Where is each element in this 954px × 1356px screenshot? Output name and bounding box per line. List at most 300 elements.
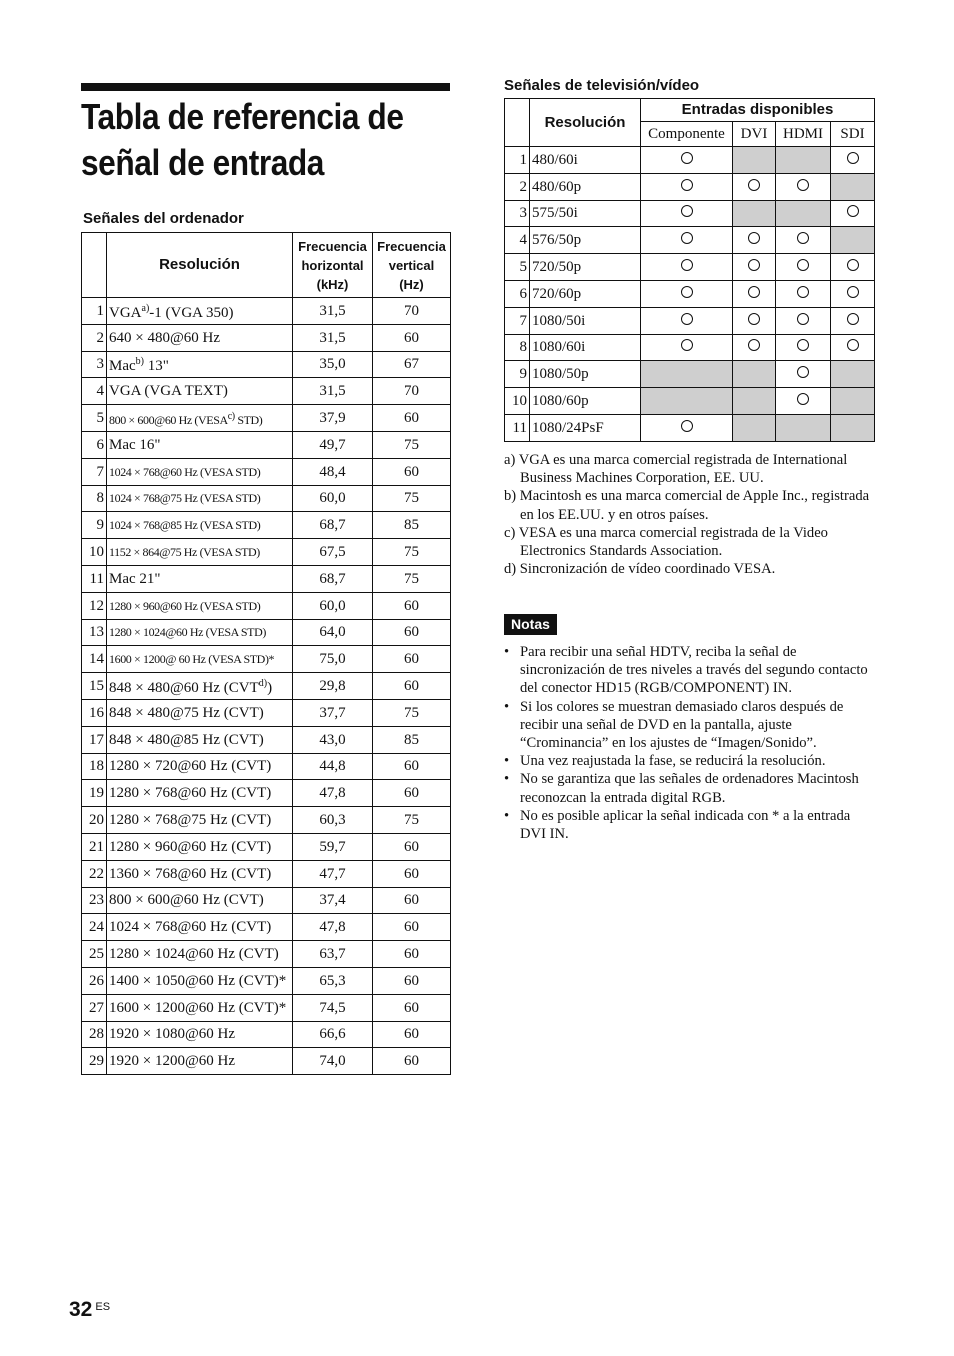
resolution-text: 1360 × 768@60 Hz (CVT) — [109, 865, 272, 882]
resolution-text: 1280 × 768@60 Hz (CVT) — [109, 785, 272, 802]
vfreq-cell: 75 — [373, 485, 451, 512]
row-number: 20 — [82, 807, 107, 834]
resolution-cell — [107, 619, 293, 646]
tv-header-row — [505, 99, 875, 122]
resolution-text: 1024 × 768@60 Hz (CVT) — [109, 919, 272, 936]
row-number: 2 — [505, 173, 530, 200]
footnote-item: b) Macintosh es una marca comercial de Apple Inc., registrada en los EE.UU. y en otros países. — [504, 488, 870, 523]
resolution-cell — [107, 512, 293, 539]
table-row — [505, 200, 875, 227]
resolution-cell: 1080/24PsF — [530, 414, 641, 441]
availability-cell — [733, 200, 776, 227]
resolution-cell — [107, 699, 293, 726]
row-number: 28 — [82, 1021, 107, 1048]
available-circle-icon — [748, 179, 760, 191]
hfreq-cell: 29,8 — [293, 673, 373, 700]
table-row — [82, 485, 451, 512]
resolution-cell — [107, 298, 293, 325]
availability-cell — [776, 414, 831, 441]
available-circle-icon — [797, 286, 809, 298]
availability-cell — [733, 280, 776, 307]
hfreq-cell: 44,8 — [293, 753, 373, 780]
row-number: 3 — [82, 351, 107, 378]
note-item: • Una vez reajustada la fase, se reducirá la resolución. — [504, 752, 874, 770]
availability-cell — [776, 173, 831, 200]
table-row — [82, 887, 451, 914]
resolution-cell: 1080/50i — [530, 307, 641, 334]
row-number: 21 — [82, 833, 107, 860]
availability-cell — [733, 334, 776, 361]
vfreq-cell: 60 — [373, 887, 451, 914]
vfreq-cell: 85 — [373, 726, 451, 753]
availability-cell — [776, 334, 831, 361]
availability-cell — [641, 361, 733, 388]
resolution-text: Mac — [109, 358, 136, 375]
hfreq-cell: 47,7 — [293, 860, 373, 887]
footnote-item: c) VESA es una marca comercial registrada de la Video Electronics Standards Association. — [504, 524, 828, 560]
resolution-text: Mac 16" — [109, 436, 161, 453]
resolution-text-suffix: ) — [267, 680, 273, 697]
availability-cell — [776, 200, 831, 227]
resolution-text: 800 × 600@60 Hz (VESA — [109, 412, 228, 427]
resolution-cell — [107, 324, 293, 351]
resolution-text: VGA (VGA TEXT) — [109, 383, 228, 400]
row-number: 10 — [505, 388, 530, 415]
table-row — [82, 512, 451, 539]
resolution-cell — [107, 565, 293, 592]
vfreq-cell: 60 — [373, 941, 451, 968]
available-circle-icon — [797, 339, 809, 351]
resolution-text-suffix: STD) — [234, 412, 263, 427]
note-item: • Si los colores se muestran demasiado claros después de recibir una señal de DVD en la pantalla, ajuste “Crominancia” en los ajustes de “Imagen/Sonido”. — [504, 698, 874, 753]
tv-signal-table — [504, 98, 875, 442]
available-circle-icon — [797, 313, 809, 325]
resolution-cell — [107, 807, 293, 834]
note-item: • No es posible aplicar la señal indicada con * a la entrada DVI IN. — [504, 807, 874, 843]
table-row — [505, 414, 875, 441]
resolution-text: 1400 × 1050@60 Hz (CVT)* — [109, 972, 287, 989]
available-circle-icon — [847, 339, 859, 351]
pc-header-resolution: Resolución — [107, 233, 293, 298]
notes-list — [504, 643, 874, 843]
availability-cell — [641, 414, 733, 441]
footnote-marker: b) — [135, 356, 144, 368]
hfreq-cell: 60,0 — [293, 485, 373, 512]
row-number: 12 — [82, 592, 107, 619]
row-number: 29 — [82, 1048, 107, 1075]
footnotes — [504, 451, 874, 578]
vfreq-cell: 70 — [373, 298, 451, 325]
row-number: 9 — [505, 361, 530, 388]
row-number: 5 — [505, 254, 530, 281]
note-item: • Para recibir una señal HDTV, reciba la señal de sincronización de tres niveles a través del segundo contacto del conector HD15 (RGB/COMPONENT) IN. — [504, 643, 874, 698]
pc-header-num — [82, 233, 107, 298]
resolution-cell — [107, 592, 293, 619]
row-number: 5 — [82, 405, 107, 432]
hfreq-cell: 37,9 — [293, 405, 373, 432]
available-circle-icon — [681, 152, 693, 164]
resolution-cell: 576/50p — [530, 227, 641, 254]
resolution-text: 800 × 600@60 Hz (CVT) — [109, 892, 264, 909]
resolution-text: 1280 × 768@75 Hz (CVT) — [109, 812, 272, 829]
row-number: 3 — [505, 200, 530, 227]
availability-cell — [641, 307, 733, 334]
resolution-text: 1280 × 1024@60 Hz (CVT) — [109, 946, 279, 963]
resolution-cell — [107, 753, 293, 780]
tv-header-num — [505, 99, 530, 147]
available-circle-icon — [748, 339, 760, 351]
hfreq-cell: 65,3 — [293, 967, 373, 994]
resolution-cell — [107, 967, 293, 994]
row-number: 10 — [82, 539, 107, 566]
vfreq-cell: 60 — [373, 833, 451, 860]
availability-cell — [776, 254, 831, 281]
resolution-cell: 720/50p — [530, 254, 641, 281]
table-row — [82, 994, 451, 1021]
resolution-text: 640 × 480@60 Hz — [109, 329, 221, 346]
resolution-cell — [107, 458, 293, 485]
availability-cell — [641, 334, 733, 361]
tv-col-dvi: DVI — [733, 122, 776, 147]
resolution-text: 1280 × 960@60 Hz (CVT) — [109, 838, 272, 855]
availability-cell — [733, 307, 776, 334]
vfreq-cell: 67 — [373, 351, 451, 378]
vfreq-cell: 60 — [373, 1021, 451, 1048]
table-row — [82, 699, 451, 726]
availability-cell — [831, 200, 875, 227]
row-number: 7 — [505, 307, 530, 334]
resolution-text: 848 × 480@75 Hz (CVT) — [109, 704, 264, 721]
availability-cell — [776, 227, 831, 254]
resolution-text: 1152 × 864@75 Hz (VESA STD) — [109, 545, 260, 560]
availability-cell — [733, 227, 776, 254]
row-number: 14 — [82, 646, 107, 673]
available-circle-icon — [681, 205, 693, 217]
resolution-cell — [107, 1048, 293, 1075]
available-circle-icon — [847, 259, 859, 271]
hfreq-cell: 67,5 — [293, 539, 373, 566]
availability-cell — [641, 280, 733, 307]
resolution-cell — [107, 860, 293, 887]
vfreq-cell: 60 — [373, 592, 451, 619]
hfreq-cell: 37,4 — [293, 887, 373, 914]
table-row — [82, 565, 451, 592]
resolution-cell: 480/60i — [530, 147, 641, 174]
row-number: 18 — [82, 753, 107, 780]
hfreq-cell: 64,0 — [293, 619, 373, 646]
resolution-cell: 1080/60p — [530, 388, 641, 415]
hfreq-cell: 48,4 — [293, 458, 373, 485]
resolution-cell — [107, 431, 293, 458]
row-number: 8 — [505, 334, 530, 361]
row-number: 6 — [82, 431, 107, 458]
resolution-text: 1920 × 1080@60 Hz — [109, 1026, 236, 1043]
hfreq-cell: 68,7 — [293, 512, 373, 539]
resolution-text: 1600 × 1200@60 Hz (CVT)* — [109, 999, 287, 1016]
table-row — [82, 592, 451, 619]
tv-col-componente: Componente — [641, 122, 733, 147]
vfreq-cell: 60 — [373, 619, 451, 646]
row-number: 27 — [82, 994, 107, 1021]
row-number: 26 — [82, 967, 107, 994]
resolution-cell — [107, 673, 293, 700]
available-circle-icon — [681, 179, 693, 191]
resolution-cell: 575/50i — [530, 200, 641, 227]
table-row — [82, 298, 451, 325]
resolution-text: 1024 × 768@60 Hz (VESA STD) — [109, 464, 261, 479]
hfreq-cell: 35,0 — [293, 351, 373, 378]
table-row — [82, 324, 451, 351]
vfreq-cell: 60 — [373, 405, 451, 432]
available-circle-icon — [748, 259, 760, 271]
row-number: 1 — [505, 147, 530, 174]
resolution-text: 1280 × 960@60 Hz (VESA STD) — [109, 598, 261, 613]
hfreq-cell: 47,8 — [293, 780, 373, 807]
hfreq-cell: 60,3 — [293, 807, 373, 834]
hfreq-cell: 49,7 — [293, 431, 373, 458]
hfreq-cell: 37,7 — [293, 699, 373, 726]
resolution-cell — [107, 833, 293, 860]
resolution-cell — [107, 994, 293, 1021]
available-circle-icon — [748, 286, 760, 298]
availability-cell — [641, 254, 733, 281]
hfreq-cell: 31,5 — [293, 324, 373, 351]
hfreq-cell: 74,0 — [293, 1048, 373, 1075]
table-row — [82, 351, 451, 378]
table-row — [82, 726, 451, 753]
row-number: 1 — [82, 298, 107, 325]
vfreq-cell: 75 — [373, 539, 451, 566]
resolution-cell — [107, 378, 293, 405]
hfreq-cell: 31,5 — [293, 298, 373, 325]
row-number: 19 — [82, 780, 107, 807]
resolution-text: 1920 × 1200@60 Hz — [109, 1053, 236, 1070]
hfreq-cell: 60,0 — [293, 592, 373, 619]
resolution-text: 1280 × 1024@60 Hz (VESA STD) — [109, 625, 266, 640]
resolution-cell — [107, 726, 293, 753]
vfreq-cell: 60 — [373, 860, 451, 887]
resolution-text: 848 × 480@60 Hz (CVT — [109, 680, 259, 697]
available-circle-icon — [797, 393, 809, 405]
hfreq-cell: 59,7 — [293, 833, 373, 860]
note-item: • No se garantiza que las señales de ordenadores Macintosh reconozcan la entrada digital RGB. — [504, 770, 874, 806]
hfreq-cell: 74,5 — [293, 994, 373, 1021]
available-circle-icon — [797, 179, 809, 191]
vfreq-cell: 60 — [373, 780, 451, 807]
availability-cell — [831, 254, 875, 281]
resolution-cell — [107, 914, 293, 941]
tv-col-hdmi: HDMI — [776, 122, 831, 147]
availability-cell — [831, 173, 875, 200]
hfreq-cell: 63,7 — [293, 941, 373, 968]
table-row — [82, 941, 451, 968]
table-row — [505, 388, 875, 415]
available-circle-icon — [797, 366, 809, 378]
resolution-cell — [107, 351, 293, 378]
row-number: 11 — [505, 414, 530, 441]
table-row — [82, 967, 451, 994]
available-circle-icon — [847, 313, 859, 325]
row-number: 25 — [82, 941, 107, 968]
hfreq-cell: 68,7 — [293, 565, 373, 592]
table-row — [82, 753, 451, 780]
availability-cell — [831, 334, 875, 361]
tv-header-resolution: Resolución — [530, 99, 641, 147]
resolution-cell: 1080/50p — [530, 361, 641, 388]
resolution-text: 1024 × 768@75 Hz (VESA STD) — [109, 491, 261, 506]
availability-cell — [733, 414, 776, 441]
table-row — [82, 1048, 451, 1075]
table-row — [82, 1021, 451, 1048]
vfreq-cell: 75 — [373, 431, 451, 458]
vfreq-cell: 60 — [373, 458, 451, 485]
hfreq-cell: 31,5 — [293, 378, 373, 405]
row-number: 8 — [82, 485, 107, 512]
available-circle-icon — [681, 420, 693, 432]
resolution-cell — [107, 405, 293, 432]
resolution-text-suffix: -1 (VGA 350) — [149, 304, 234, 321]
row-number: 11 — [82, 565, 107, 592]
footnote-item: d) Sincronización de vídeo coordinado VESA. — [504, 561, 776, 578]
resolution-cell — [107, 941, 293, 968]
resolution-cell — [107, 780, 293, 807]
row-number: 13 — [82, 619, 107, 646]
resolution-cell — [107, 1021, 293, 1048]
availability-cell — [831, 414, 875, 441]
availability-cell — [776, 361, 831, 388]
availability-cell — [641, 200, 733, 227]
table-row — [82, 458, 451, 485]
pc-header-row — [82, 233, 451, 298]
resolution-cell: 480/60p — [530, 173, 641, 200]
table-row — [82, 539, 451, 566]
available-circle-icon — [748, 313, 760, 325]
hfreq-cell: 47,8 — [293, 914, 373, 941]
pc-header-hfreq: Frecuencia horizontal (kHz) — [293, 233, 373, 298]
availability-cell — [831, 227, 875, 254]
table-row — [82, 833, 451, 860]
footnote-marker: d) — [258, 678, 268, 690]
vfreq-cell: 75 — [373, 699, 451, 726]
table-row — [505, 147, 875, 174]
available-circle-icon — [681, 313, 693, 325]
vfreq-cell: 60 — [373, 673, 451, 700]
tv-section-heading: Señales de televisión/vídeo — [504, 77, 700, 94]
row-number: 7 — [82, 458, 107, 485]
table-row — [505, 361, 875, 388]
resolution-text: 1024 × 768@85 Hz (VESA STD) — [109, 518, 261, 533]
table-row — [82, 673, 451, 700]
table-row — [82, 619, 451, 646]
table-row — [82, 378, 451, 405]
availability-cell — [776, 280, 831, 307]
table-row — [82, 646, 451, 673]
vfreq-cell: 60 — [373, 914, 451, 941]
hfreq-cell: 43,0 — [293, 726, 373, 753]
row-number: 23 — [82, 887, 107, 914]
availability-cell — [733, 173, 776, 200]
availability-cell — [776, 388, 831, 415]
pc-header-vfreq: Frecuencia vertical (Hz) — [373, 233, 451, 298]
resolution-cell — [107, 485, 293, 512]
page-number: 32 $^{ES}$ — [69, 1298, 111, 1321]
resolution-cell — [107, 887, 293, 914]
row-number: 4 — [505, 227, 530, 254]
row-number: 9 — [82, 512, 107, 539]
vfreq-cell: 75 — [373, 565, 451, 592]
available-circle-icon — [748, 232, 760, 244]
table-row — [82, 780, 451, 807]
resolution-text: 848 × 480@85 Hz (CVT) — [109, 731, 264, 748]
available-circle-icon — [847, 205, 859, 217]
page-title: Tabla de referencia de señal de entrada — [81, 96, 404, 183]
table-row — [505, 307, 875, 334]
table-row — [505, 254, 875, 281]
availability-cell — [831, 307, 875, 334]
availability-cell — [776, 147, 831, 174]
row-number: 22 — [82, 860, 107, 887]
resolution-text: 1600 × 1200@ 60 Hz (VESA STD)* — [109, 652, 275, 667]
row-number: 16 — [82, 699, 107, 726]
available-circle-icon — [681, 259, 693, 271]
table-row — [82, 914, 451, 941]
available-circle-icon — [681, 339, 693, 351]
available-circle-icon — [847, 152, 859, 164]
tv-col-sdi: SDI — [831, 122, 875, 147]
resolution-cell: 720/60p — [530, 280, 641, 307]
table-row — [82, 431, 451, 458]
available-circle-icon — [681, 232, 693, 244]
footnote-item: a) VGA es una marca comercial registrada de International Business Machines Corporation, EE. UU. — [504, 452, 848, 487]
table-row — [505, 334, 875, 361]
available-circle-icon — [681, 286, 693, 298]
vfreq-cell: 60 — [373, 324, 451, 351]
availability-cell — [641, 388, 733, 415]
available-circle-icon — [847, 286, 859, 298]
title-rule — [81, 83, 450, 91]
resolution-cell — [107, 646, 293, 673]
row-number: 4 — [82, 378, 107, 405]
row-number: 2 — [82, 324, 107, 351]
hfreq-cell: 66,6 — [293, 1021, 373, 1048]
resolution-text: 1280 × 720@60 Hz (CVT) — [109, 758, 272, 775]
availability-cell — [831, 280, 875, 307]
vfreq-cell: 60 — [373, 1048, 451, 1075]
table-row — [82, 405, 451, 432]
availability-cell — [641, 173, 733, 200]
availability-cell — [733, 147, 776, 174]
availability-cell — [733, 388, 776, 415]
pc-signal-table — [81, 232, 451, 1075]
table-row — [505, 227, 875, 254]
vfreq-cell: 60 — [373, 753, 451, 780]
table-row — [505, 280, 875, 307]
hfreq-cell: 75,0 — [293, 646, 373, 673]
vfreq-cell: 70 — [373, 378, 451, 405]
row-number: 15 — [82, 673, 107, 700]
availability-cell — [776, 307, 831, 334]
notes-label: Notas — [504, 614, 557, 635]
table-row — [505, 173, 875, 200]
vfreq-cell: 60 — [373, 967, 451, 994]
resolution-text: Mac 21" — [109, 570, 161, 587]
pc-section-heading: Señales del ordenador — [83, 210, 244, 227]
availability-cell — [641, 227, 733, 254]
availability-cell — [831, 361, 875, 388]
available-circle-icon — [797, 259, 809, 271]
vfreq-cell: 75 — [373, 807, 451, 834]
availability-cell — [641, 147, 733, 174]
